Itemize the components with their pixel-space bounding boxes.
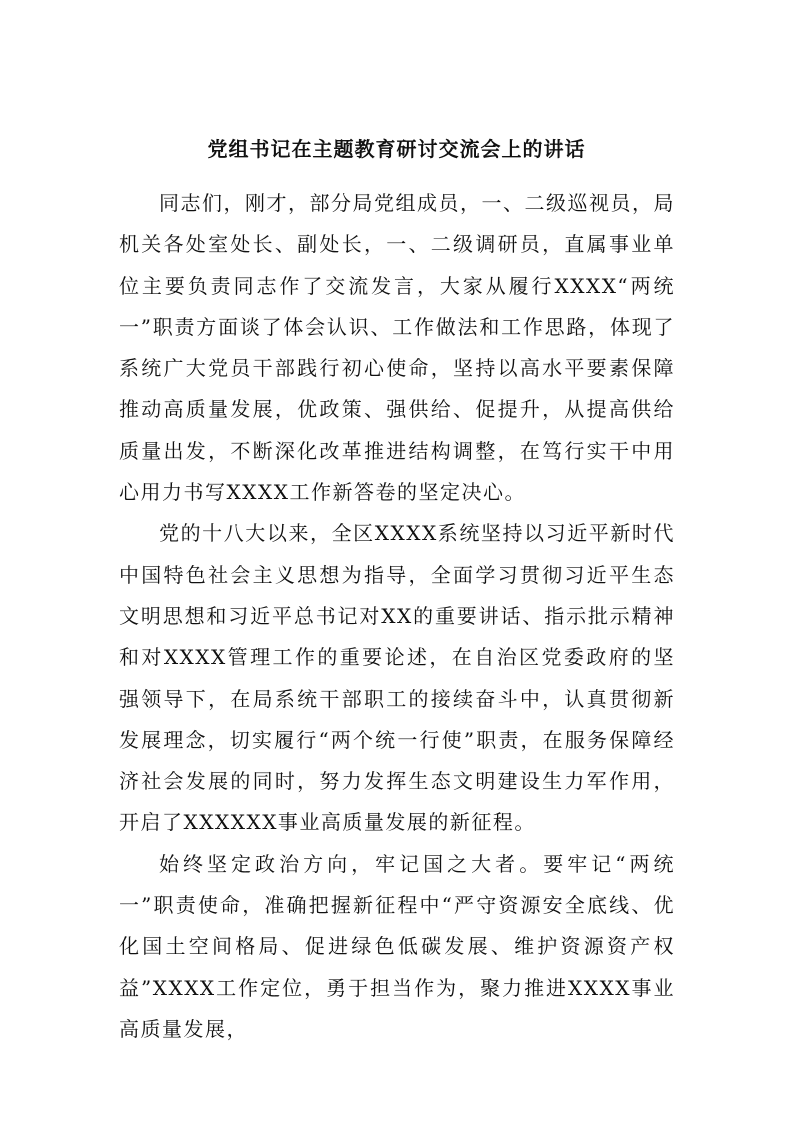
document-body [119, 183, 675, 1050]
document-title: 党组书记在主题教育研讨交流会上的讲话 [207, 137, 586, 161]
paragraph-3: 始终坚定政治方向，牢记国之大者。要牢记“两统一”职责使命，准确把握新征程中“严守资源安全底线、优化国土空间格局、促进绿色低碳发展、维护资源资产权益”XXXX工作定位，勇于担当作为，聚力推进XXXX事业高质量发展， [119, 851, 675, 1041]
paragraph-2: 党的十八大以来，全区XXXX系统坚持以习近平新时代中国特色社会主义思想为指导，全面学习贯彻习近平生态文明思想和习近平总书记对XX的重要讲话、指示批示精神和对XXXX管理工作的重要论述，在自治区党委政府的坚强领导下，在局系统干部职工的接续奋斗中，认真贯彻新发展理念，切实履行“两个统一行使”职责，在服务保障经济社会发展的同时，努力发挥生态文明建设生力军作用，开启了XXXXXX事业高质量发展的新征程。 [119, 521, 675, 835]
paragraph-1: 同志们，刚才，部分局党组成员，一、二级巡视员，局机关各处室处长、副处长，一、二级调研员，直属事业单位主要负责同志作了交流发言，大家从履行XXXX“两统一”职责方面谈了体会认识、工作做法和工作思路，体现了系统广大党员干部践行初心使命，坚持以高水平要素保障推动高质量发展，优政策、强供给、促提升，从提高供给质量出发，不断深化改革推进结构调整，在笃行实干中用心用力书写XXXX工作新答卷的坚定决心。 [119, 191, 675, 505]
